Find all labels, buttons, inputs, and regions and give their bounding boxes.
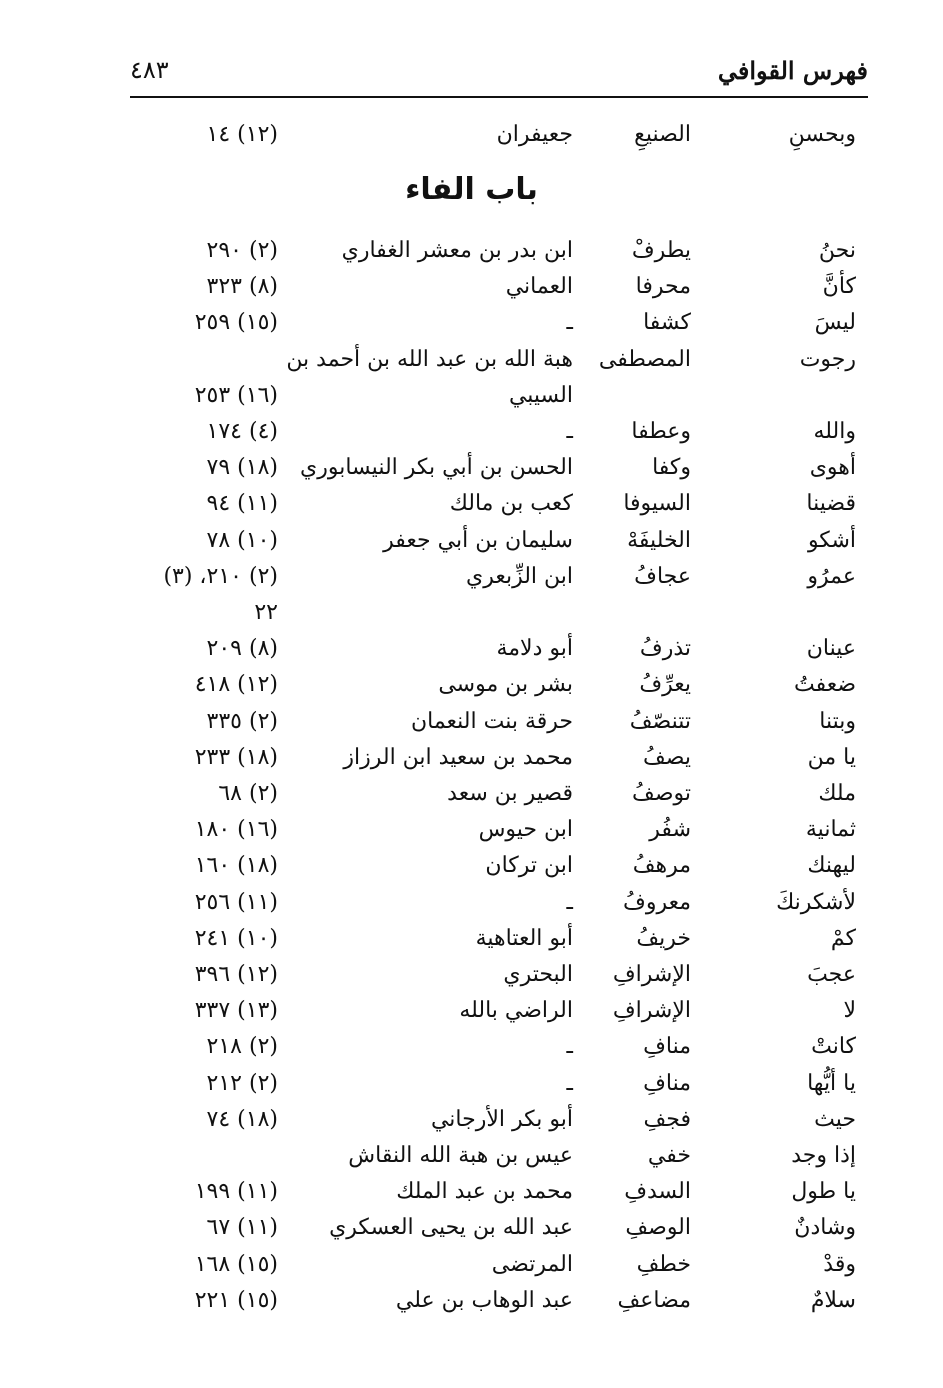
- rhyme-word: خفي: [647, 1143, 691, 1168]
- rhyme-word: منافِ: [643, 1070, 691, 1096]
- reference: (١٥) ١٦٨: [194, 1251, 278, 1277]
- poet-name: ـ: [566, 1070, 573, 1096]
- rhyme-word: يطرفْ: [631, 238, 691, 263]
- rhyme-word: معروفُ: [623, 889, 691, 915]
- rhyme-word: تتنصّفُ: [629, 708, 691, 734]
- poet-name: سليمان بن أبي جعفر: [383, 527, 573, 553]
- poet-name: قصير بن سعد: [447, 781, 573, 806]
- table-row: [0, 455, 943, 491]
- poet-name: الحسن بن أبي بكر النيسابوري: [300, 455, 573, 481]
- reference: (١٣) ٣٣٧: [194, 998, 278, 1024]
- reference: (١٥) ٢٥٩: [194, 310, 278, 336]
- table-row: [0, 383, 943, 419]
- rhyme-word: الصنيعِ: [634, 122, 691, 147]
- verse-start: حيث: [814, 1106, 856, 1132]
- table-row: [0, 962, 943, 998]
- verse-start: ليسَ: [814, 310, 856, 336]
- table-row: [0, 853, 943, 889]
- reference: (١٨) ٧٤: [206, 1106, 278, 1132]
- reference: (٨) ٣٢٣: [206, 274, 278, 300]
- verse-start: رجوت: [799, 346, 856, 372]
- poet-name: الراضي بالله: [459, 998, 573, 1024]
- rhyme-word: مرهفُ: [632, 853, 691, 879]
- verse-start: كمْ: [830, 925, 856, 951]
- poet-name: حرقة بنت النعمان: [410, 708, 573, 734]
- verse-start: يا طول: [791, 1179, 856, 1205]
- reference: (١١) ١٩٩: [194, 1179, 278, 1205]
- rhyme-word: المصطفى: [598, 346, 691, 372]
- rhyme-word: يصفُ: [643, 744, 691, 770]
- reference: (١١) ٦٧: [206, 1215, 278, 1241]
- reference: (٢) ٢١٨: [206, 1034, 278, 1060]
- verse-start: وبحسنِ: [788, 122, 856, 147]
- rhyme-word: الوصفِ: [625, 1215, 691, 1241]
- reference: (١٨) ٢٣٣: [194, 744, 278, 770]
- table-row: [0, 419, 943, 455]
- rhyme-word: وعطفا: [631, 419, 691, 444]
- poet-name: البحتري: [503, 962, 573, 987]
- poet-name: ابن بدر بن معشر الغفاري: [341, 238, 573, 263]
- reference: (١٢) ٣٩٦: [194, 962, 278, 987]
- running-title: فهرس القوافي: [717, 56, 868, 85]
- reference: (١٨) ١٦٠: [194, 853, 278, 879]
- table-row: [0, 310, 943, 346]
- reference: (٢) ٢١٠، (٣): [163, 563, 278, 589]
- reference: ٢٢: [254, 600, 278, 625]
- table-row: [0, 600, 943, 636]
- verse-start: عينان: [806, 636, 856, 662]
- poet-name: كعب بن مالك: [449, 491, 573, 517]
- poet-name: جعيفران: [496, 122, 573, 147]
- rhyme-word: مضاعفِ: [617, 1287, 691, 1313]
- poet-name: ـ: [566, 310, 573, 336]
- verse-start: وقدْ: [823, 1251, 856, 1277]
- rhyme-word: يعرِّفُ: [639, 672, 691, 698]
- verse-start: أشكو: [807, 527, 856, 553]
- rhyme-word: السدفِ: [624, 1179, 691, 1205]
- poet-name: أبو العتاهية: [475, 925, 573, 951]
- table-row: [0, 745, 943, 781]
- table-row: [0, 1179, 943, 1215]
- poet-name: عيس بن هبة الله النقاش: [348, 1143, 573, 1168]
- table-row: [0, 491, 943, 527]
- verse-start: عمرُو: [807, 563, 856, 589]
- rhyme-word: منافِ: [643, 1034, 691, 1060]
- reference: (١٠) ٧٨: [206, 527, 278, 553]
- poet-name: بشر بن موسى: [438, 672, 573, 698]
- verse-start: يا أيُّها: [807, 1070, 856, 1096]
- table-row: [0, 122, 943, 158]
- poet-name: ابن تركان: [485, 853, 573, 879]
- reference: (٨) ٢٠٩: [206, 636, 278, 662]
- table-row: [0, 672, 943, 708]
- rhyme-word: خطفِ: [636, 1251, 691, 1277]
- reference: (١٦) ١٨٠: [194, 817, 278, 843]
- reference: (٤) ١٧٤: [206, 419, 278, 444]
- table-row: [0, 1288, 943, 1324]
- verse-start: ثمانية: [805, 817, 856, 843]
- reference: (٢) ٢١٢: [206, 1070, 278, 1096]
- rhyme-word: تذرفُ: [639, 636, 691, 662]
- poet-name: عبد الله بن يحيى العسكري: [329, 1215, 573, 1241]
- table-row: [0, 274, 943, 310]
- reference: (٢) ٣٣٥: [206, 708, 278, 734]
- table-row: [0, 1143, 943, 1179]
- table-row: [0, 1107, 943, 1143]
- verse-start: يا من: [807, 744, 856, 770]
- rhyme-word: عجافُ: [634, 563, 691, 589]
- table-row: [0, 1252, 943, 1288]
- header-rule: [130, 96, 868, 98]
- rhyme-word: الإشرافِ: [612, 998, 691, 1024]
- reference: (١٢) ١٤: [206, 122, 278, 147]
- verse-start: لأشكرنكَ: [776, 889, 856, 915]
- table-row: [0, 926, 943, 962]
- reference: (٢) ٦٨: [218, 781, 278, 806]
- verse-start: لا: [843, 998, 856, 1024]
- table-row: [0, 1071, 943, 1107]
- poet-name: المرتضى: [491, 1251, 573, 1277]
- rhyme-word: كشفا: [643, 310, 691, 336]
- page-number: ٤٨٣: [130, 56, 169, 84]
- reference: (١٨) ٧٩: [206, 455, 278, 481]
- poet-name: ابن حيوس: [478, 817, 573, 843]
- table-row: [0, 781, 943, 817]
- verse-start: وبتنا: [819, 708, 856, 734]
- reference: (١١) ٩٤: [206, 491, 278, 517]
- verse-start: كانتْ: [811, 1034, 856, 1060]
- rhyme-word: توصفُ: [632, 781, 691, 806]
- rhyme-word: خريفُ: [636, 925, 691, 951]
- rhyme-word: السيوفا: [623, 491, 691, 517]
- poet-name: محمد بن سعيد ابن الرزاز: [343, 744, 573, 770]
- reference: (٢) ٢٩٠: [206, 238, 278, 263]
- verse-start: قضينا: [806, 491, 856, 517]
- table-row: [0, 1034, 943, 1070]
- poet-name: هبة الله بن عبد الله بن أحمد بن: [286, 346, 573, 372]
- poet-name: أبو دلامة: [496, 636, 573, 662]
- reference: (١٢) ٤١٨: [194, 672, 278, 698]
- verse-start: ضعفتُ: [793, 672, 856, 698]
- rhyme-word: فجفِ: [643, 1106, 691, 1132]
- poet-name: ابن الزِّبعري: [465, 563, 573, 589]
- verse-start: والله: [813, 419, 856, 444]
- verse-start: وشادنٌ: [794, 1215, 856, 1241]
- table-row: [0, 890, 943, 926]
- section-title: باب الفاء: [405, 172, 538, 207]
- verse-start: إذا وجد: [791, 1143, 856, 1168]
- table-row: [0, 998, 943, 1034]
- poet-name: السيبي: [508, 382, 573, 408]
- table-row: [0, 709, 943, 745]
- table-row: [0, 564, 943, 600]
- verse-start: أهوى: [809, 455, 856, 481]
- rhyme-word: شفُر: [649, 817, 691, 843]
- rhyme-word: الإشرافِ: [612, 962, 691, 987]
- reference: (١١) ٢٥٦: [194, 889, 278, 915]
- table-row: [0, 347, 943, 383]
- poet-name: العماني: [505, 274, 573, 300]
- rhyme-word: الخليفَهْ: [627, 527, 691, 553]
- poet-name: ـ: [566, 419, 573, 444]
- poet-name: أبو بكر الأرجاني: [430, 1106, 573, 1132]
- poet-name: ـ: [566, 889, 573, 915]
- table-row: [0, 528, 943, 564]
- verse-start: عجبَ: [807, 962, 856, 987]
- verse-start: ملك: [818, 781, 856, 806]
- reference: (١٦) ٢٥٣: [194, 382, 278, 408]
- poet-name: ـ: [566, 1034, 573, 1060]
- verse-start: ليهنك: [807, 853, 856, 879]
- poet-name: عبد الوهاب بن علي: [395, 1287, 573, 1313]
- verse-start: نحنُ: [818, 238, 856, 263]
- table-row: [0, 817, 943, 853]
- page-header: [130, 56, 868, 94]
- verse-start: سلامٌ: [810, 1287, 856, 1313]
- rhyme-word: محرفا: [635, 274, 691, 300]
- reference: (١٠) ٢٤١: [194, 925, 278, 951]
- reference: (١٥) ٢٢١: [194, 1287, 278, 1313]
- poet-name: محمد بن عبد الملك: [396, 1179, 573, 1205]
- rhyme-word: وكفا: [652, 455, 691, 481]
- table-row: [0, 636, 943, 672]
- table-row: [0, 1215, 943, 1251]
- verse-start: كأنَّ: [822, 274, 856, 300]
- table-row: [0, 238, 943, 274]
